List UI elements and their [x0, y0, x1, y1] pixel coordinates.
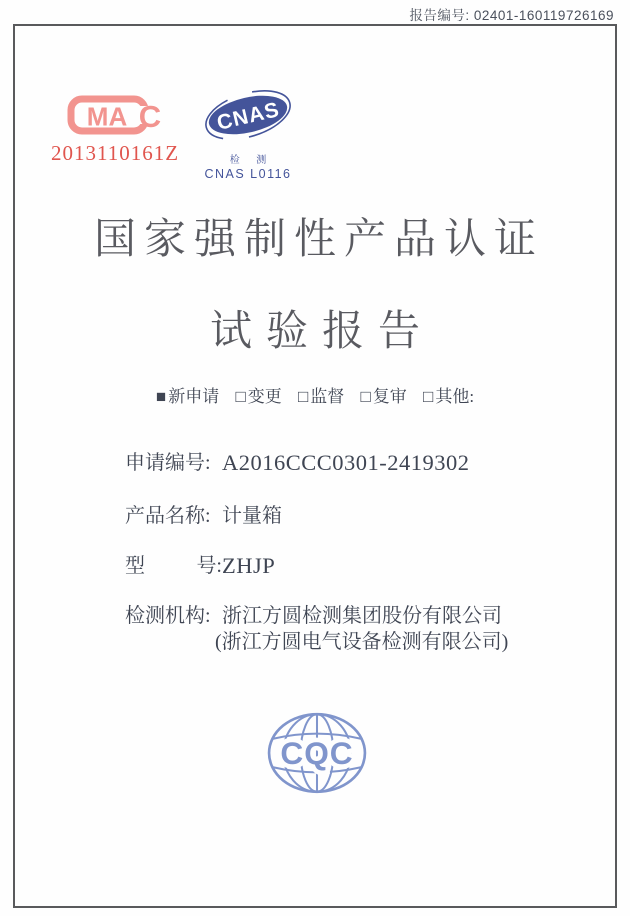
model-label: [125, 553, 222, 579]
checkbox-checked-icon: ■: [155, 387, 167, 406]
cma-letters-ma: MA: [86, 101, 128, 132]
report-number-value: 02401-160119726169: [473, 8, 614, 23]
cnas-block: [200, 86, 296, 181]
cqc-letters: CQC: [280, 735, 354, 772]
option-label: 其他:: [435, 387, 475, 406]
test-agency-value: [215, 603, 509, 655]
checkbox-unchecked-icon: □: [423, 387, 434, 406]
option-label: 监督: [310, 387, 345, 406]
field-model: [125, 553, 275, 579]
model-value: ZHJP: [222, 553, 276, 578]
option-label: 变更: [247, 387, 282, 406]
report-number-label: 报告编号:: [409, 8, 470, 23]
test-agency-line1: 浙江方圆检测集团股份有限公司: [222, 605, 502, 627]
option-other: [423, 387, 474, 406]
cma-logo-icon: [65, 93, 165, 137]
product-name-label: 产品名称:: [125, 505, 211, 527]
option-label: 复审: [372, 387, 407, 406]
cqc-logo-icon: [266, 711, 368, 795]
page-subtitle: 试验报告: [209, 309, 434, 355]
test-agency-label: 检测机构:: [125, 605, 211, 627]
page-title: 国家强制性产品认证: [93, 217, 544, 263]
product-name-value: 计量箱: [222, 505, 282, 527]
checkbox-unchecked-icon: □: [235, 387, 246, 406]
field-application-number: [125, 450, 470, 476]
application-number-value: A2016CCC0301-2419302: [222, 450, 470, 475]
report-number-line: [409, 4, 614, 24]
checkbox-unchecked-icon: □: [360, 387, 371, 406]
option-new-application: [156, 387, 219, 406]
cnas-code: CNAS L0116: [204, 167, 292, 181]
application-number-label: 申请编号:: [125, 452, 211, 474]
model-label-part1: 型: [125, 555, 145, 577]
test-agency-line2: (浙江方圆电气设备检测有限公司): [215, 631, 509, 653]
application-type-row: [0, 382, 630, 407]
cnas-logo-icon: [203, 86, 293, 144]
option-change: [235, 387, 281, 406]
cma-license-number: 2013110161Z: [50, 141, 180, 165]
cnas-letters: CNAS: [214, 98, 282, 135]
field-test-agency: [125, 603, 508, 655]
option-supervision: [298, 387, 344, 406]
model-label-part2: 号:: [196, 555, 222, 577]
cnas-caption: 检 测: [229, 155, 274, 166]
field-product-name: [125, 503, 282, 529]
checkbox-unchecked-icon: □: [297, 387, 309, 406]
option-review: [361, 387, 407, 406]
option-label: 新申请: [168, 387, 220, 406]
cma-letter-c: C: [138, 99, 162, 134]
